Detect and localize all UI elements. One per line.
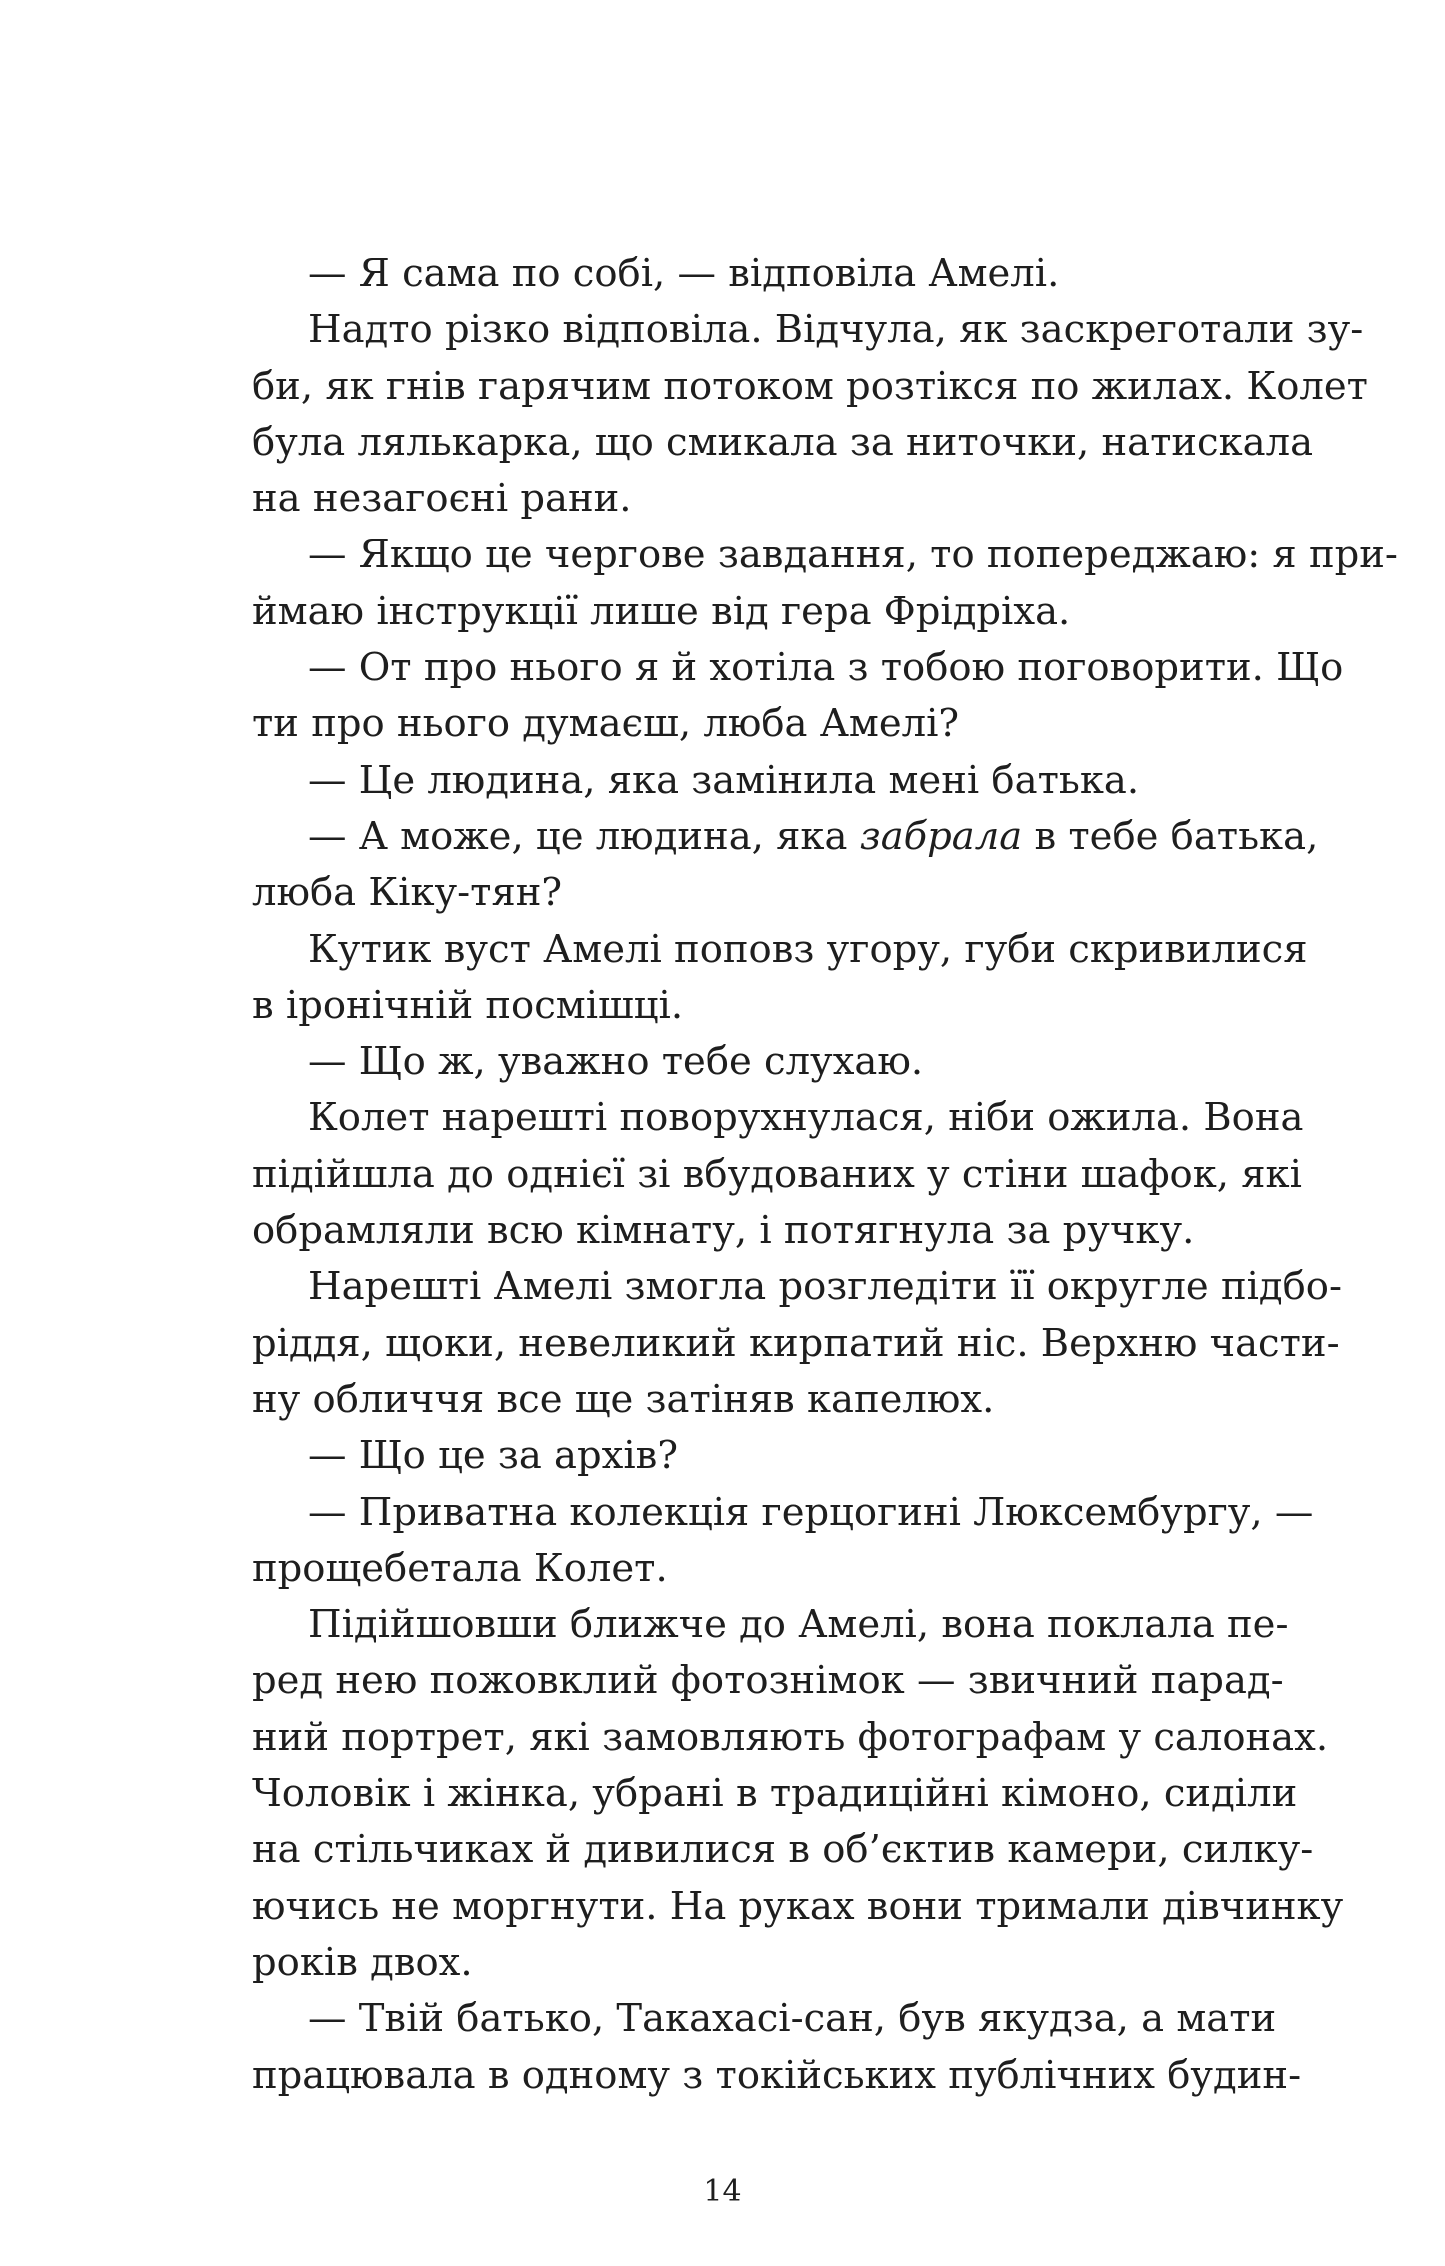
text-line: на незагоєні рани.: [252, 476, 632, 522]
text-line: обрамляли всю кімнату, і потягнула за ручку.: [252, 1208, 1195, 1254]
text-line: в іронічній посмішці.: [252, 982, 684, 1028]
text-line: Надто різко відповіла. Відчула, як заскреготали зу-: [308, 307, 1364, 353]
text-line: Чоловік і жінка, убрані в традиційні кімоно, сиділи: [252, 1771, 1298, 1817]
text-line: — Приватна колекція герцогині Люксембургу, —: [308, 1489, 1314, 1535]
text-line: Колет нарешті поворухнулася, ніби ожила. Вона: [308, 1095, 1304, 1141]
text-segment: в тебе батька,: [1022, 813, 1319, 859]
text-line: Підійшовши ближче до Амелі, вона поклала пе-: [308, 1602, 1289, 1648]
italic-word: забрала: [859, 813, 1023, 859]
text-line-with-italic: [252, 809, 1319, 865]
text-line: була лялькарка, що смикала за ниточки, натискала: [252, 419, 1314, 465]
text-segment: — А може, це людина, яка: [308, 813, 860, 859]
text-line: — Твій батько, Такахасі-сан, був якудза, а мати: [308, 1996, 1277, 2042]
text-line: ріддя, щоки, невеликий кирпатий ніс. Верхню части-: [252, 1320, 1340, 1366]
text-line: ймаю інструкції лише від гера Фрідріха.: [252, 588, 1071, 634]
page-number: 14: [703, 2174, 742, 2209]
text-line: люба Кіку-тян?: [252, 870, 563, 916]
text-line: би, як гнів гарячим потоком розтікся по жилах. Колет: [252, 363, 1368, 409]
text-line: підійшла до однієї зі вбудованих у стіни шафок, які: [252, 1151, 1302, 1197]
text-line: — Що ж, уважно тебе слухаю.: [308, 1039, 924, 1085]
text-line: ну обличчя все ще затіняв капелюх.: [252, 1376, 995, 1422]
text-line: ний портрет, які замовляють фотографам у салонах.: [252, 1714, 1329, 1760]
text-line: — Я сама по собі, — відповіла Амелі.: [308, 251, 1060, 296]
text-line: на стільчиках й дивилися в об’єктив камери, силку-: [252, 1827, 1314, 1873]
page-body-text: [252, 246, 1398, 2104]
text-line: прощебетала Колет.: [252, 1545, 668, 1591]
text-line: ючись не моргнути. На руках вони тримали дівчинку: [252, 1883, 1344, 1929]
text-line: ти про нього думаєш, люба Амелі?: [252, 701, 960, 747]
text-line: Нарешті Амелі змогла розгледіти її округле підбо-: [308, 1264, 1342, 1310]
text-line: років двох.: [252, 1939, 473, 1985]
text-line: працювала в одному з токійських публічних будин-: [252, 2052, 1302, 2098]
text-line: ред нею пожовклий фотознімок — звичний парад-: [252, 1658, 1284, 1704]
text-line: — Що це за архів?: [308, 1433, 678, 1479]
text-line: — От про нього я й хотіла з тобою поговорити. Що: [308, 645, 1344, 691]
text-line: — Якщо це чергове завдання, то попереджаю: я при-: [308, 532, 1398, 578]
text-line: Кутик вуст Амелі поповз угору, губи скривилися: [308, 926, 1308, 972]
text-line: — Це людина, яка замінила мені батька.: [308, 757, 1140, 803]
